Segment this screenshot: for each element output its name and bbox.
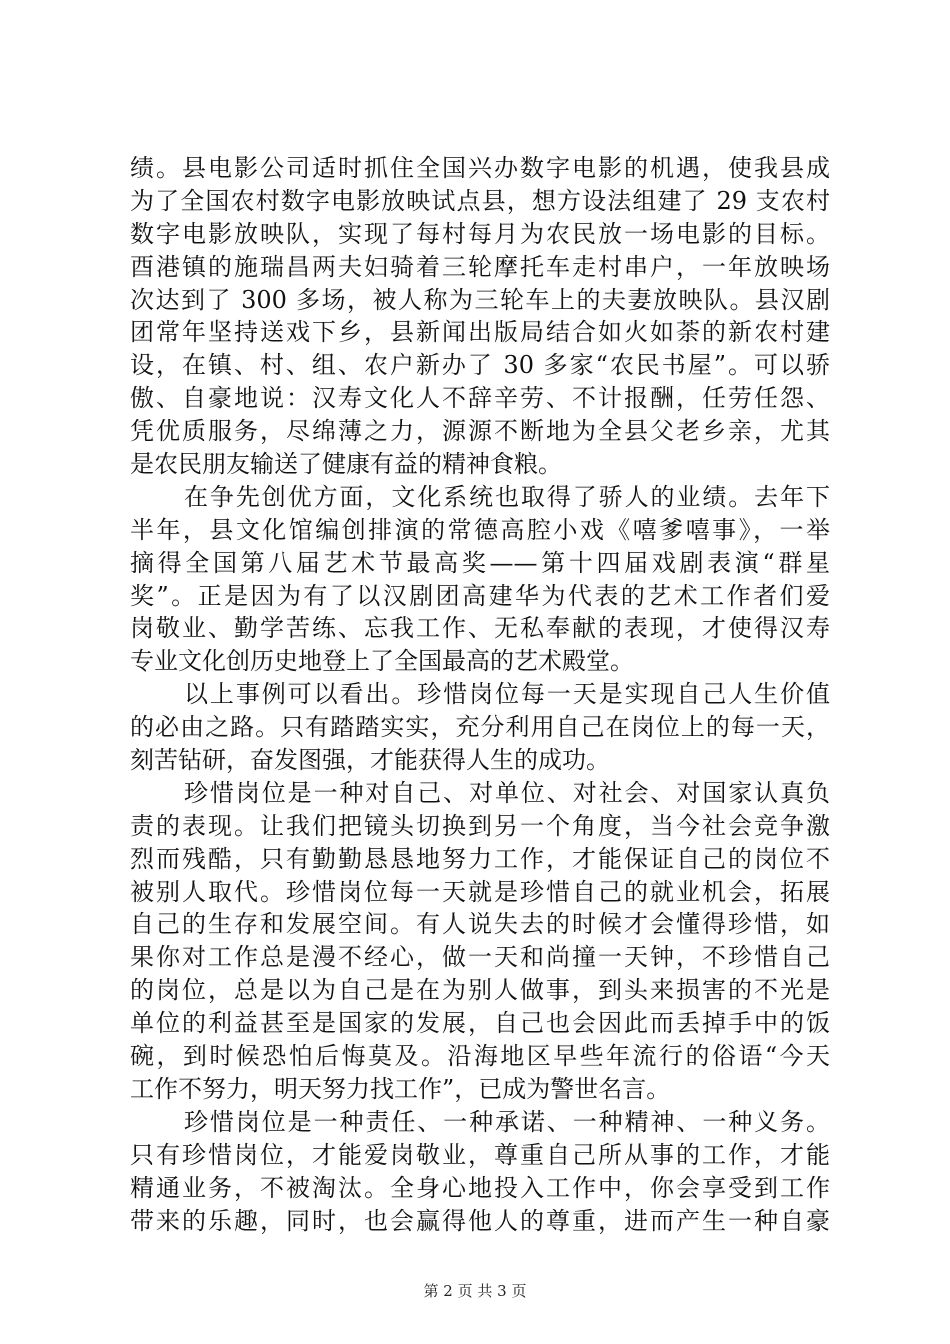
paragraph [130,777,830,1106]
text-line: 半年，县文化馆编创排演的常德高腔小戏《嘻爹嘻事》，一举 [130,515,830,544]
text-line: 果你对工作总是漫不经心，做一天和尚撞一天钟，不珍惜自己 [130,943,830,972]
text-line: 专业文化创历史地登上了全国最高的艺术殿堂。 [130,647,634,676]
paragraph [130,152,830,481]
text-line: 数字电影放映队，实现了每村每月为农民放一场电影的目标。 [130,219,830,248]
text-line: 为了全国农村数字电影放映试点县，想方设法组建了 29 支农村 [130,186,830,215]
text-line: 被别人取代。珍惜岗位每一天就是珍惜自己的就业机会，拓展 [130,877,830,906]
text-line: 精通业务，不被淘汰。全身心地投入工作中，你会享受到工作 [130,1173,830,1202]
text-line: 带来的乐趣，同时，也会赢得他人的尊重，进而产生一种自豪 [130,1206,830,1235]
paragraph [130,481,830,678]
document-body [130,152,830,1237]
text-line: 的必由之路。只有踏踏实实，充分利用自己在岗位上的每一天， [130,713,830,742]
text-line: 以上事例可以看出。珍惜岗位每一天是实现自己人生价值 [184,680,830,709]
text-line: 是农民朋友输送了健康有益的精神食粮。 [130,450,562,479]
text-line: 次达到了 300 多场，被人称为三轮车上的夫妻放映队。县汉剧 [130,285,830,314]
text-line: 珍惜岗位是一种对自己、对单位、对社会、对国家认真负 [184,778,830,807]
text-line: 珍惜岗位是一种责任、一种承诺、一种精神、一种义务。 [184,1107,830,1136]
text-line: 岗敬业、勤学苦练、忘我工作、无私奉献的表现，才使得汉寿 [130,614,830,643]
text-line: 刻苦钻研，奋发图强，才能获得人生的成功。 [130,746,610,775]
text-line: 绩。县电影公司适时抓住全国兴办数字电影的机遇，使我县成 [130,154,830,182]
text-line: 团常年坚持送戏下乡，县新闻出版局结合如火如荼的新农村建 [130,318,830,347]
text-line: 单位的利益甚至是国家的发展，自己也会因此而丢掉手中的饭 [130,1009,830,1038]
text-line: 傲、自豪地说：汉寿文化人不辞辛劳、不计报酬，任劳任怨、 [130,384,830,413]
text-line: 烈而残酷，只有勤勤恳恳地努力工作，才能保证自己的岗位不 [130,844,830,873]
text-line: 工作不努力，明天努力找工作”，已成为警世名言。 [130,1074,671,1103]
text-line: 设，在镇、村、组、农户新办了 30 多家“农民书屋”。可以骄 [130,351,830,380]
text-line: 在争先创优方面，文化系统也取得了骄人的业绩。去年下 [184,482,830,511]
text-line: 的岗位，总是以为自己是在为别人做事，到头来损害的不光是 [130,976,830,1005]
text-line: 酉港镇的施瑞昌两夫妇骑着三轮摩托车走村串户，一年放映场 [130,252,830,281]
text-line: 奖”。正是因为有了以汉剧团高建华为代表的艺术工作者们爱 [130,581,830,610]
paragraph [130,678,830,777]
text-line: 责的表现。让我们把镜头切换到另一个角度，当今社会竞争激 [130,811,830,840]
text-line: 只有珍惜岗位，才能爱岗敬业，尊重自己所从事的工作，才能 [130,1140,830,1169]
text-line: 自己的生存和发展空间。有人说失去的时候才会懂得珍惜，如 [130,910,830,939]
page-footer: 第 2 页 共 3 页 [423,1282,527,1300]
text-line: 碗，到时候恐怕后悔莫及。沿海地区早些年流行的俗语“今天 [130,1042,830,1071]
text-line: 凭优质服务，尽绵薄之力，源源不断地为全县父老乡亲，尤其 [130,417,830,446]
text-line: 摘得全国第八届艺术节最高奖——第十四届戏剧表演“群星 [130,548,830,577]
paragraph [130,1106,830,1238]
